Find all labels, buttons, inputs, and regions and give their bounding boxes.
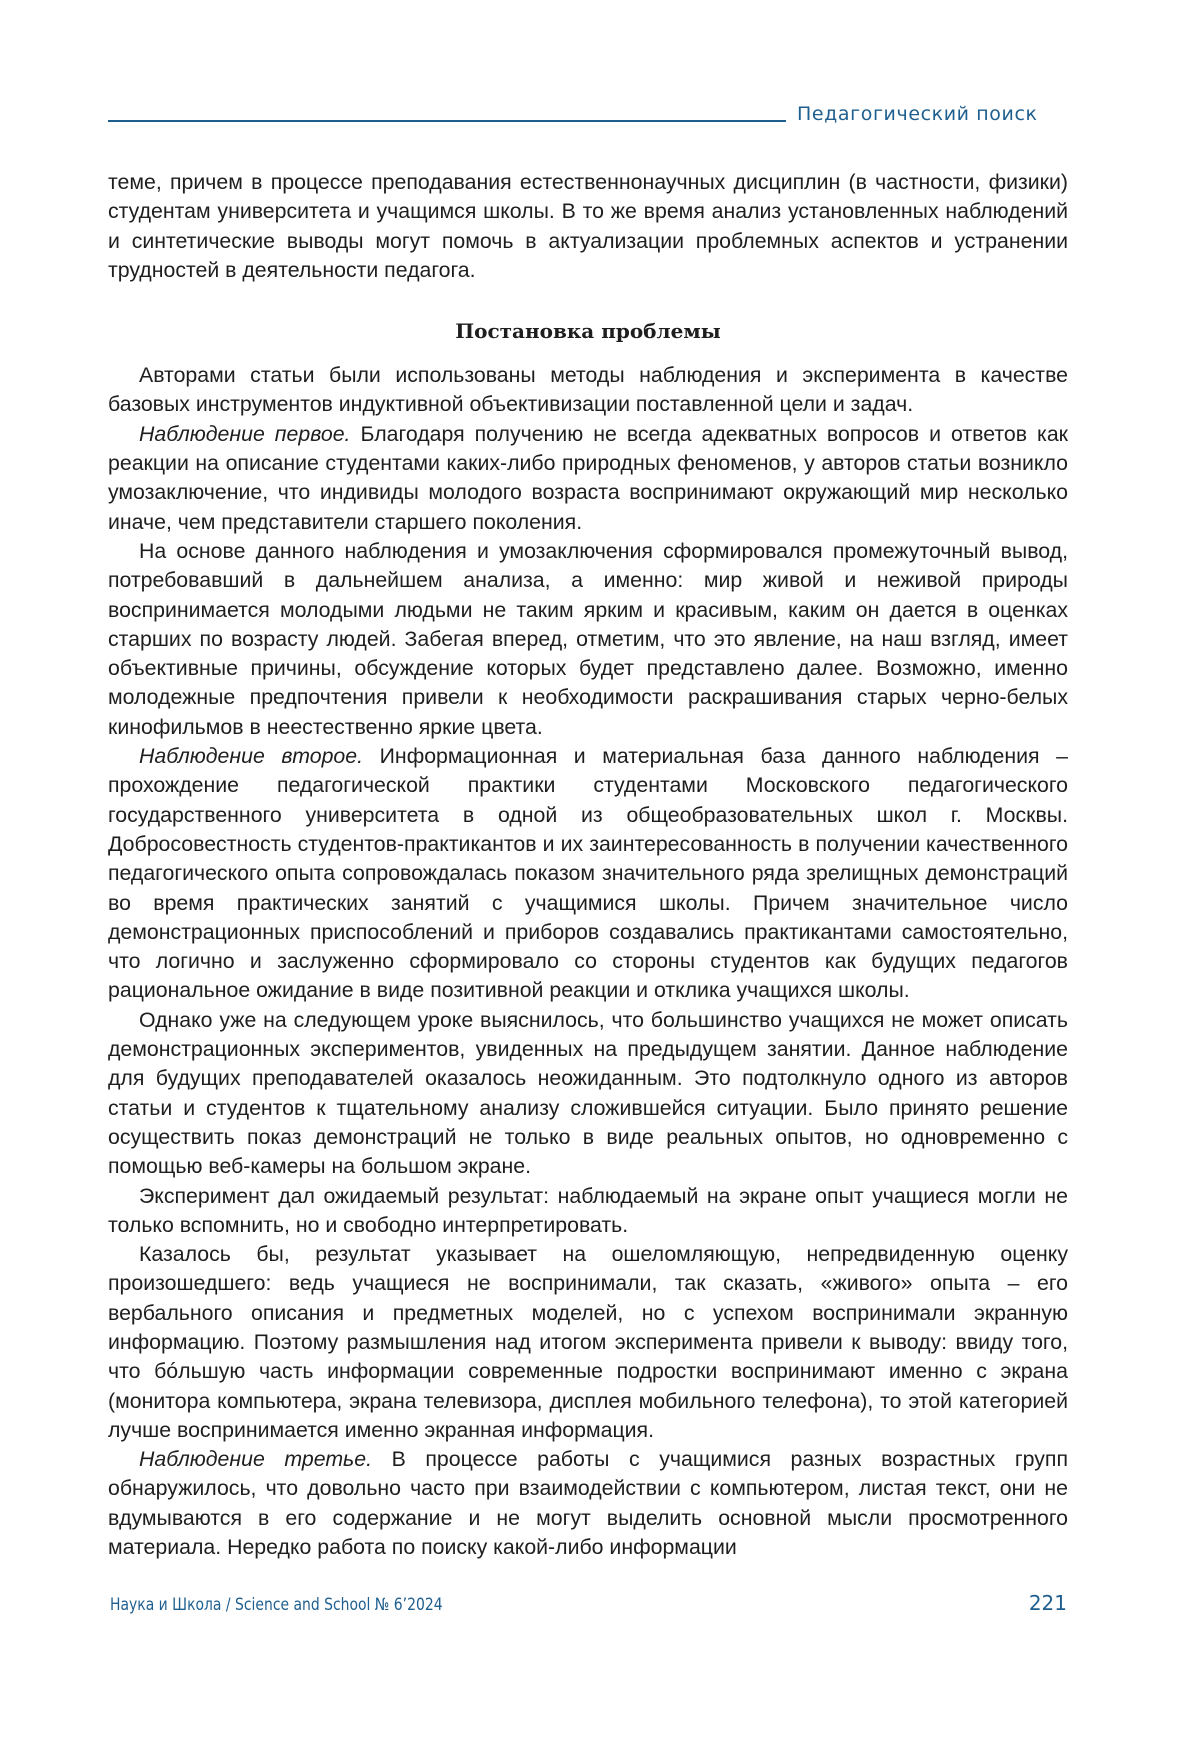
observation-two-lead: Наблюдение второе. bbox=[139, 744, 364, 769]
paragraph-intro: теме, причем в процессе преподавания естественнонаучных дисциплин (в частности, физики) студентам университета и учащимся школы. В то же время анализ установленных наблюдений и синтетические выводы могут помочь в актуализации проблемных аспектов и устранении трудностей в деятельности педагога. bbox=[108, 170, 1068, 282]
observation-one-text: Благодаря получению не всегда адекватных вопросов и ответов как реакции на описание студентами каких-либо природных феноменов, у авторов статьи возникло умозаключение, что индивиды молодого возраста воспринимают окружающий мир несколько иначе, чем представители старшего поколения. bbox=[108, 421, 1068, 534]
observation-three-lead: Наблюдение третье. bbox=[139, 1447, 373, 1472]
paragraph-observation-one bbox=[108, 420, 1068, 537]
observation-one-lead: Наблюдение первое. bbox=[139, 421, 351, 446]
paragraph-screen-information: Казалось бы, результат указывает на ошеломляющую, непредвиденную оценку произошедшего: ведь учащиеся не воспринимали, так сказать, «живого» опыта – его вербального описания и предметных моделей, но с успехом воспринимали экранную информацию. Поэтому размышления над итогом эксперимента привели к выводу: ввиду того, что бóльшую часть информации современные подростки воспринимают именно с экрана (монитора компьютера, экрана телевизора, дисплея мобильного телефона), то этой категорией лучше воспринимается именно экранная информация. bbox=[108, 1242, 1068, 1442]
article-body bbox=[108, 168, 1068, 1562]
paragraph-methods: Авторами статьи были использованы методы наблюдения и эксперимента в качестве базовых инструментов индуктивной объективизации поставленной цели и задач. bbox=[108, 363, 1068, 417]
observation-three-text: В процессе работы с учащимися разных возрастных групп обнаружилось, что довольно часто при взаимодействии с компьютером, листая текст, они не вдумываются в его содержание и не могут выделить основной мысли просмотренного материала. Нередко работа по поиску какой-либо информации bbox=[108, 1447, 1068, 1560]
paragraph-next-lesson: Однако уже на следующем уроке выяснилось, что большинство учащихся не может описать демонстрационных экспериментов, увиденных на предыдущем занятии. Данное наблюдение для будущих преподавателей оказалось неожиданным. Это подтолкнуло одного из авторов статьи и студентов к тщательному анализу сложившейся ситуации. Было принято решение осуществить показ демонстраций не только в виде реальных опытов, но одновременно с помощью веб-камеры на большом экране. bbox=[108, 1007, 1068, 1179]
journal-citation: Наука и Школа / Science and School № 6’2024 bbox=[110, 1595, 443, 1615]
observation-two-text: Информационная и материальная база данного наблюдения – прохождение педагогической практики студентами Московского педагогического государственного университета в одной из общеобразовательных школ г. Москвы. Добросовестность студентов-практикантов и их заинтересованность в получении качественного педагогического опыта сопровождалась показом значительного ряда зрелищных демонстраций во время практических занятий с учащимися школы. Причем значительное число демонстрационных приспособлений и приборов создавались практикантами самостоятельно, что логично и заслуженно сформировало со стороны студентов как будущих педагогов рациональное ожидание в виде позитивной реакции и отклика учащихся школы. bbox=[108, 744, 1069, 1003]
section-heading: Постановка проблемы bbox=[455, 319, 721, 344]
page-number: 221 bbox=[1028, 1591, 1067, 1615]
paragraph-intermediate-conclusion: На основе данного наблюдения и умозаключения сформировался промежуточный вывод, потребовавший в дальнейшем анализа, а именно: мир живой и неживой природы воспринимается молодыми людьми не таким ярким и красивым, каким он дается в оценках старших по возрасту людей. Забегая вперед, отметим, что это явление, на наш взгляд, имеет объективные причины, обсуждение которых будет представлено далее. Возможно, именно молодежные предпочтения привели к необходимости раскрашивания старых черно-белых кинофильмов в неестественно яркие цвета. bbox=[108, 538, 1068, 739]
paragraph-observation-two bbox=[108, 742, 1068, 1006]
paragraph-observation-three bbox=[108, 1445, 1068, 1562]
paragraph-experiment-result: Эксперимент дал ожидаемый результат: наблюдаемый на экране опыт учащиеся могли не только вспомнить, но и свободно интерпретировать. bbox=[108, 1183, 1068, 1237]
header-rule bbox=[108, 120, 786, 122]
running-title: Педагогический поиск bbox=[797, 103, 1038, 125]
